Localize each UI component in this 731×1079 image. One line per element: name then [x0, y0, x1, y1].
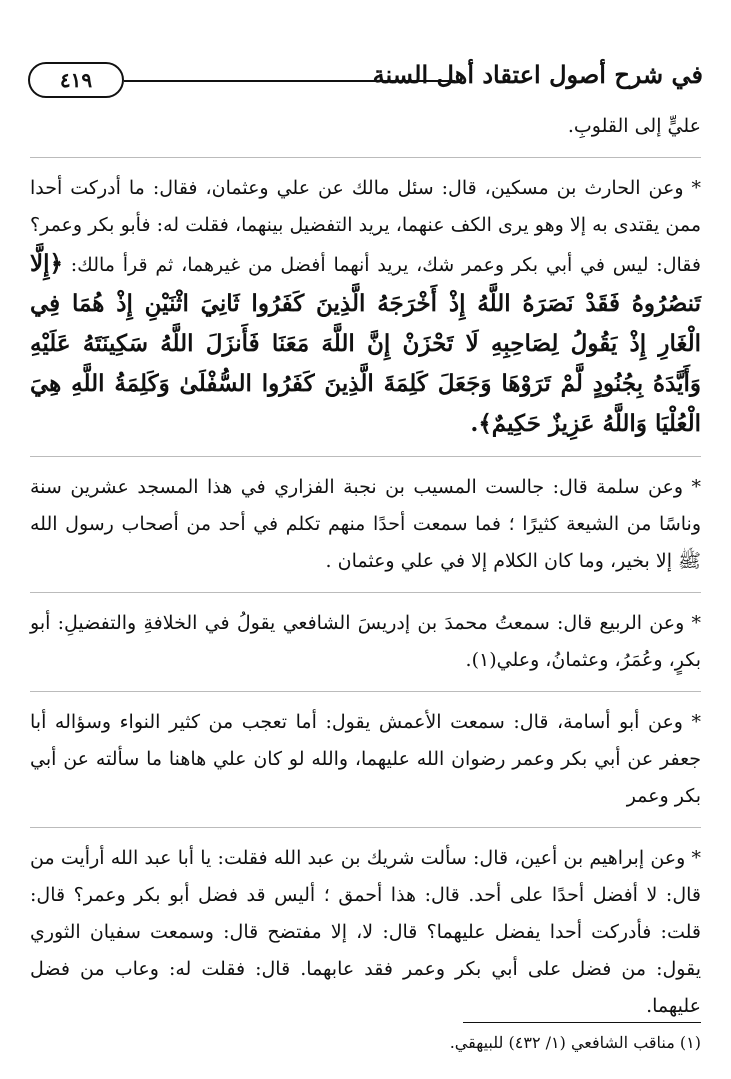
paragraph-text: * وعن سلمة قال: جالست المسيب بن نجبة الفزاري في هذا المسجد عشرين سنة وناسًا من الشيعة كثيرًا ؛ فما سمعت أحدًا منهم تكلم في أحد من أصحاب رسول الله ﷺ إلا بخير، وما كان الكلام إلا في علي وعثمان .	[30, 476, 701, 572]
paragraph	[30, 840, 701, 1025]
page-number: ٤١٩	[28, 62, 124, 98]
section-divider	[30, 456, 701, 457]
header-rule	[124, 80, 455, 82]
paragraph	[30, 108, 701, 145]
section-divider	[30, 827, 701, 828]
footnote-rule	[463, 1022, 701, 1023]
running-header	[28, 58, 703, 102]
paragraph-text: * وعن الربيع قال: سمعتُ محمدَ بن إدريسَ الشافعي يقولُ في الخلافةِ والتفضيلِ: أبو بكرٍ، وعُمَرُ، وعثمانُ، وعلي(١).	[30, 612, 701, 671]
paragraph-text: * وعن الحارث بن مسكين، قال: سئل مالك عن علي وعثمان، فقال: ما أدركت أحدا ممن يقتدى به إلا وهو يرى الكف عنهما، يريد التفضيل بينهما، فقلت له: فأبو بكر وعمر؟ فقال: ليس في أبي بكر وعمر شك، يريد أنهما أفضل من غيرهما، ثم قرأ مالك:	[30, 177, 701, 276]
section-divider	[30, 157, 701, 158]
section-divider	[30, 691, 701, 692]
paragraph	[30, 170, 701, 444]
section-divider	[30, 592, 701, 593]
paragraph	[30, 469, 701, 580]
footnote: (١) مناقب الشافعي (١/ ٤٣٢) للبيهقي.	[449, 1033, 701, 1052]
paragraph-text: * وعن إبراهيم بن أعين، قال: سألت شريك بن عبد الله فقلت: يا أبا عبد الله أرأيت من قال: لا أفضل أحدًا على أحد. قال: هذا أحمق ؛ أليس قد فضل أبو بكر وعمر؟ قال: قلت: فأدركت أحدا يفضل عليهما؟ قال: لا، إلا مفتضح قال: وسمعت سفيان الثوري يقول: من فضل على أبي بكر وعمر فقد عابهما. قال: فقلت له: وعاب من فضل عليهما.	[30, 847, 701, 1017]
page-body	[30, 108, 701, 1037]
paragraph	[30, 704, 701, 815]
paragraph-text: عليٍّ إلى القلوبِ.	[567, 115, 701, 137]
paragraph-text: * وعن أبو أسامة، قال: سمعت الأعمش يقول: أما تعجب من كثير النواء وسؤاله أبا جعفر عن أبي بكر وعمر رضوان الله عليهما، والله لو كان علي هاهنا ما سألته عن أبي بكر وعمر	[30, 711, 701, 807]
paragraph	[30, 605, 701, 679]
quran-verse: ﴿إِلَّا تَنصُرُوهُ فَقَدْ نَصَرَهُ اللَّهُ إِذْ أَخْرَجَهُ الَّذِينَ كَفَرُوا ثَانِيَ اثْنَيْنِ إِذْ هُمَا فِي الْغَارِ إِذْ يَقُولُ لِصَاحِبِهِ لَا تَحْزَنْ إِنَّ اللَّهَ مَعَنَا فَأَنزَلَ اللَّهُ سَكِينَتَهُ عَلَيْهِ وَأَيَّدَهُ بِجُنُودٍ لَّمْ تَرَوْهَا وَجَعَلَ كَلِمَةَ الَّذِينَ كَفَرُوا السُّفْلَىٰ وَكَلِمَةُ اللَّهِ هِيَ الْعُلْيَا وَاللَّهُ عَزِيزٌ حَكِيمٌ﴾.	[30, 250, 701, 437]
book-title: في شرح أصول اعتقاد أهل السنة	[372, 60, 703, 89]
